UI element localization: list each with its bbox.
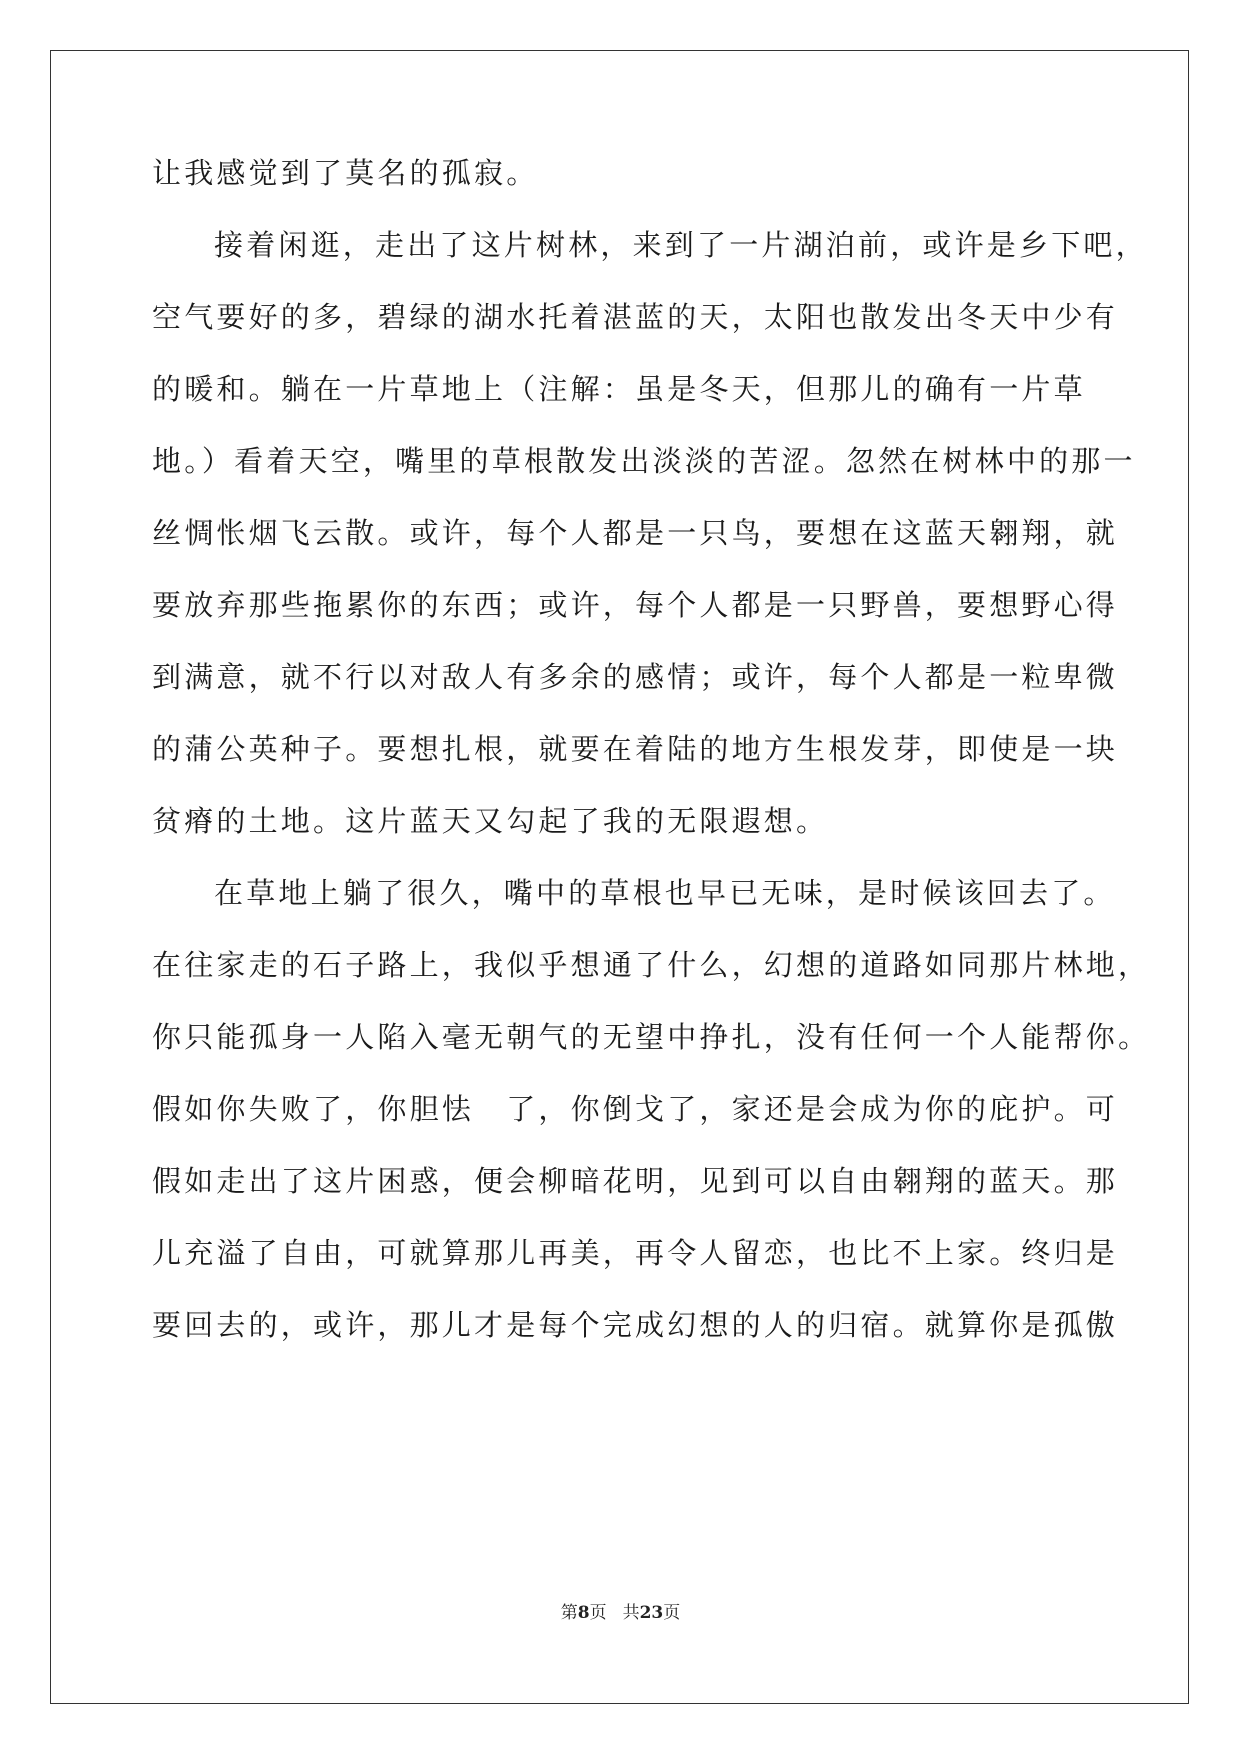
text-line: 要回去的，或许，那儿才是每个完成幻想的人的归宿。就算你是孤傲 [152,1308,1119,1342]
total-suffix: 页 [663,1603,681,1623]
text-line: 假如你失败了，你胆怯 了，你倒戈了，家还是会成为你的庇护。可 [152,1092,1119,1126]
page-prefix: 第 [560,1603,578,1623]
text-line: 到满意，就不行以对敌人有多余的感情；或许，每个人都是一粒卑微 [152,660,1119,694]
page-footer [0,1598,1241,1623]
text-line: 空气要好的多，碧绿的湖水托着湛蓝的天，太阳也散发出冬天中少有 [152,300,1119,334]
page-number: 8 [577,1603,590,1623]
text-line: 你只能孤身一人陷入毫无朝气的无望中挣扎，没有任何一个人能帮你。 [152,1020,1151,1054]
text-line: 假如走出了这片困惑，便会柳暗花明，见到可以自由翱翔的蓝天。那 [152,1164,1119,1198]
total-prefix: 共 [622,1603,640,1623]
text-line: 在往家走的石子路上，我似乎想通了什么，幻想的道路如同那片林地， [152,948,1151,982]
text-line: 的蒲公英种子。要想扎根，就要在着陆的地方生根发芽，即使是一块 [152,732,1119,766]
text-line: 地。）看着天空，嘴里的草根散发出淡淡的苦涩。忽然在树林中的那一 [152,444,1136,478]
text-line: 接着闲逛，走出了这片树林，来到了一片湖泊前，或许是乡下吧， [214,228,1148,262]
page-suffix: 页 [589,1603,607,1623]
text-line: 让我感觉到了莫名的孤寂。 [152,156,539,190]
text-line: 儿充溢了自由，可就算那儿再美，再令人留恋，也比不上家。终归是 [152,1236,1119,1270]
text-line: 丝惆怅烟飞云散。或许，每个人都是一只鸟，要想在这蓝天翱翔，就 [152,516,1119,550]
text-line: 在草地上躺了很久，嘴中的草根也早已无味，是时候该回去了。 [214,876,1116,910]
text-line: 贫瘠的土地。这片蓝天又勾起了我的无限遐想。 [152,804,829,838]
total-pages: 23 [639,1603,664,1623]
text-line: 的暖和。躺在一片草地上（注解：虽是冬天，但那儿的确有一片草 [152,372,1086,406]
text-line: 要放弃那些拖累你的东西；或许，每个人都是一只野兽，要想野心得 [152,588,1119,622]
